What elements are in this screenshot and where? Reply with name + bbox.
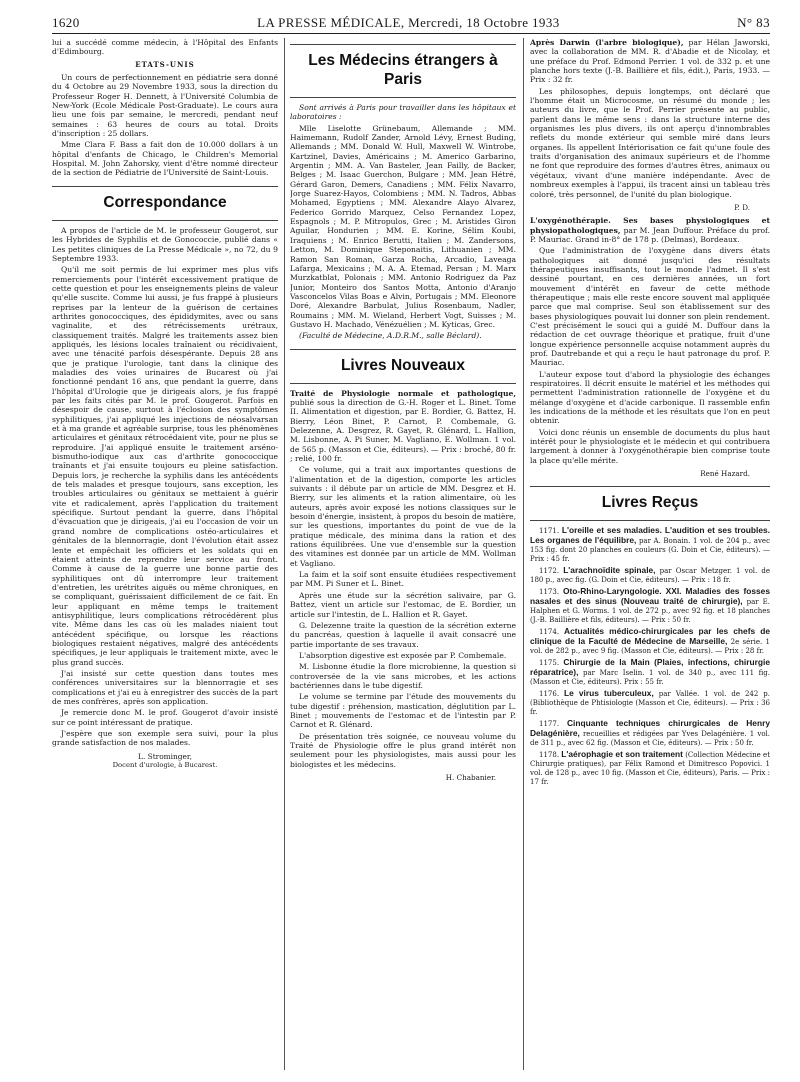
entry-title: Cinquante techniques chirurgicales de Henry Delagénière, (530, 718, 770, 739)
entry-number: 1174. (539, 628, 560, 637)
entry-details: (Collection Médecine et Chirurgie pratiques), par Félix Ramond et Dimitresco Popovici. 1 vol. de 128 p., avec 10 fig. (Masson et Cie, éditeurs), Paris. — Prix : 17 fr. (530, 751, 770, 787)
oxy-title: L'oxygénothérapie. Ses bases physiologiques et physiopathologiques, (530, 216, 770, 235)
list-item (530, 526, 770, 564)
darwin-title: Après Darwin (l'arbre biologique), (530, 38, 684, 47)
section-rule (290, 44, 516, 45)
corr-paragraph: Je remercie donc M. le prof. Gougerot d'avoir insisté sur ce point intéressant de pratique. (52, 708, 278, 727)
entry-title: L'aérophagie et son traitement (561, 749, 683, 760)
corr-paragraph: J'ai insisté sur cette question dans toutes mes conférences universitaires sur la blennorragie et ses complications et j'ai eu à enregistrer des succès de la part de mes confrères, après son application. (52, 668, 278, 706)
entry-title: Actualités médico-chirurgicales par les chefs de clinique de la Faculté de Médecine de Marseille, (530, 626, 770, 647)
darwin-meta: par Hélan Jaworski, avec la collaboration de MM. R. d'Abadie et de Nicolay, et une préface du Prof. Edmond Perrier. 1 vol. de 332 p. et une planche hors texte (J.-B. Baillière et fils, édit.), Paris, 1933. — Prix : 32 fr. (530, 38, 770, 85)
entry-number: 1178. (539, 751, 560, 760)
entry-number: 1177. (539, 720, 560, 729)
review-paragraph: Les philosophes, depuis longtemps, ont déclaré que l'homme était un Microcosme, un résumé du monde ; les auteurs du livre, que le Prof. Perrier présente au public, parlent dans le même sens : dans la structure interne des organismes les plus divers, ils ont aperçu d'innombrables reflets du monde extérieur qui semble miré dans leurs organes. Ils appellent Intériorisation ce fait qu'une foule des traits d'organisation des animaux supérieurs et de l'homme ne font que reproduire des formes d'autres êtres, animaux ou végétaux, vivant d'une manière indépendante. Avec de nombreux exemples à l'appui, ils tracent ainsi un tableau très coloré, très personnel, de l'unité du plan biologique. (530, 86, 770, 199)
livres-recus-title: Livres Reçus (601, 494, 699, 512)
oxy-meta: par M. Jean Duffour. Préface du prof. P. Mauriac. Grand in-8° de 178 p. (Delmas), Bordeaux. (530, 225, 770, 244)
etats-unis-heading: ETATS-UNIS (135, 59, 195, 69)
column-2 (290, 38, 516, 1073)
review-paragraph: La faim et la soif sont ensuite étudiées respectivement par MM. Pi Suner et L. Binet. (290, 570, 516, 589)
list-item (530, 658, 770, 687)
medecins-etrangers-title: Les Médecins étrangers à Paris (308, 52, 498, 88)
medecins-source: (Faculté de Médecine, A.D.R.M., salle Béclard). (299, 331, 482, 341)
corr-paragraph: Qu'il me soit permis de lui exprimer mes plus vifs remerciements pour l'intérêt excessivement pratique de cette question et pour les enseignements pleins de valeur qu'elle suscite. Comme lui aussi, je fus frappé à plusieurs reprises par la lenteur de la guérison de certaines arthrites gonococciques, des épididymites, avec ou sans vaginalite, et des rétrécissements urétraux, classiquement traités. Malgré les traitements assez bien appliqués, les lésions locales traînaient ou récidivaient, avec une ténacité parfois désespérante. Depuis 28 ans que je pratique l'urologie, tant dans la clinique des maladies des voies urinaires de Bucarest où j'ai fonctionné pendant 16 ans, que pendant la guerre, dans l'hôpital d'Urologie que je dirigeais alors, je fus frappé par les faits cités par M. le prof. Gougerot. Parfois en désespoir de cause, surtout à l'éclosion des symptômes syphilitiques, j'ai appliqué les injections de néosalvarsan et à ma grande et agréable surprise, tous les phénomènes articulaires et génitaux rétrocédaient vite, pour ne plus se reproduire. J'ai appliqué ensuite le traitement arséno-bismutho-iodique aux cas d'arthrite gonococcique traînants et j'ai ensuite toujours eu pleine satisfaction. Depuis lors, je recherche la syphilis dans les antécédents de tels malades et presque toujours, sans exception, les troubles articulaires ou génitaux se mettaient à guérir vite et radicalement, après l'application du traitement spécifique. Surtout pendant la guerre, dans l'hôpital d'évacuation que je dirigeais, j'ai eu l'occasion de voir un grand nombre de complications ostéo-articulaires et génitales de la blennorragie, dont l'évolution était assez lente et empêchait les officiers et les soldats qui en étaient atteints de reprendre leur service au front. Comme à cause de la guerre une bonne partie des syphilitiques ont dû interrompre leur traitement d'entretien, les urétrites aiguës ou même chroniques, en se compliquant, guérissaient difficilement de ce fait. En leur appliquant en même temps le traitement antisyphilitique, leurs complications rétrocédèrent plus vite. Même dans les cas où les malades niaient tout antécédent spécifique, ou lorsque les réactions biologiques restaient négatives, malgré des antécédents spécifiques, je leur appliquais le traitement mixte, avec le plus grand succès. (52, 265, 278, 667)
list-item (530, 719, 770, 748)
review-paragraph: M. Lisbonne étudie la flore microbienne, la question si controversée de la vie sans microbes, et les actions bactériennes dans le tube digestif. (290, 662, 516, 690)
list-item (530, 627, 770, 656)
section-rule (290, 383, 516, 384)
entry-number: 1176. (539, 690, 560, 699)
entry-details: 2e série. 1 vol. de 282 p., avec 9 fig. (Masson et Cie, éditeurs). — Prix : 28 fr. (530, 638, 770, 656)
header-rule (52, 33, 770, 34)
column-1 (52, 38, 278, 1073)
entry-number: 1171. (539, 527, 560, 536)
book-meta: publié sous la direction de G.-H. Roger et L. Binet. Tome II. Alimentation et digestion, par E. Bordier, G. Battez, H. Bierry, Léon Binet, P. Carnot, P. Combemale, G. Delezenne, A. Desgrez, R. Gayet, R. Glénard, L. Hallion, M. Lisbonne, A. Pi Suner, M. Vagliano, E. Wollman. 1 vol. de 565 p. (Masson et Cie, éditeurs). — Prix : broché, 80 fr. ; relié, 100 fr. (290, 397, 516, 463)
section-rule (530, 486, 770, 487)
page-header (52, 12, 770, 34)
review-paragraph: Après une étude sur la sécrétion salivaire, par G. Battez, vient un article sur l'estomac, de E. Bordier, un article sur l'intestin, de L. Hallion et R. Gayet. (290, 590, 516, 619)
section-rule (52, 186, 278, 187)
column-3 (530, 38, 770, 1073)
top-text: lui a succédé comme médecin, à l'Hôpital des Enfants d'Edimbourg. (52, 38, 278, 57)
correspondance-title: Correspondance (103, 193, 227, 211)
section-rule (530, 520, 770, 521)
issue-number: N° 83 (737, 15, 770, 30)
medecins-list: Mlle Liselotte Grünebaum, Allemande ; MM. Haimemann, Rudolf Zander, Arnold Lévy, Ernest Buding, Allemands ; MM. Donald W. Hull, Maxwell W. Wintrobe, Kartzinel, Davies, Américains ; M. Americo Garbarino, Argentin ; MM. A. Van Basteler, Jean Failly, de Backer, Belges ; M. Isaac Guerchon, Bulgare ; MM. Jean Hétré, Gérard Garon, Demers, Canadiens ; MM. Félix Navarro, Jorge Suarez-Hayos, Colombiens ; MM. N. Tadros, Abbas Mohamed, Egyptiens ; MM. Alexandre Alayo Alvarez, Federico Gorrido Marquez, Celso Fernandez Lopez, Espagnols ; M. P. Mitropulos, Grec ; M. Aristides Giron Aguilar, Hondurien ; MM. E. Korine, Sélim Koubi, Iraquiens ; M. Enrico Berutti, Italien ; M. Zandersons, Letton, M. Dominique Steponaitis, Lithuanien ; MM. Ramon San Roman, Garza Rocha, Arcadio, Laveaga Lafarga, Mexicains ; M. A. A. Etemad, Persan ; M. Marx Murzkatblat, Polonais ; MM. Antonio Rodriguez da Paz Junior, Monteiro dos Santos Motta, Antonio d'Aranjo Vasconcelos Vilas Boas e Alvin, Portugais ; MM. Eleonore Doré, Alexandre Barbulat, Julius Rosenbaum, Nadler, Roumains ; MM. M. Wieland, Herbert Vogt, Suisses ; M. Gustavo H. Machado, Vénézuélien ; M. Kyticas, Grec. (290, 123, 516, 329)
entry-title: Chirurgie de la Main (Plaies, infections, chirurgie réparatrice), (530, 657, 770, 678)
entry-details: par E. Halphen et G. Worms. 1 vol. de 272 p., avec 92 fig. et 18 planches (J.-B. Baillière et fils, éditeurs). — Prix : 50 fr. (530, 598, 770, 625)
book-review-heading (290, 389, 516, 464)
entry-details: recueillies et rédigées par Yves Delagénière. 1 vol. de 311 p., avec 62 fig. (Masson et Cie, éditeurs). — Prix : 50 fr. (530, 730, 770, 748)
review-paragraph: Ce volume, qui a trait aux importantes questions de l'alimentation et de la digestion, comporte les articles suivants : il débute par un article de MM. Desgrez et H. Bierry, sur les aliments et la ration alimentaire, où les auteurs, après avoir exposé les notions classiques sur le besoin d'énergie, insistent, à propos du besoin de matière, sur les questions, importantes du point de vue de la pratique médicale, des minima dans la ration et des rations équilibrées. Une vue d'ensemble sur la question des vitamines est donnée par un article de MM. Wollman et Vagliano. (290, 465, 516, 568)
darwin-heading (530, 38, 770, 85)
section-rule (290, 97, 516, 98)
entry-details: par Marc Iselin. 1 vol. de 340 p., avec 111 fig. (Masson et Cie, éditeurs). Prix : 55 fr. (530, 669, 770, 687)
review-paragraph: L'absorption digestive est exposée par P. Combemale. (299, 650, 507, 660)
corr-intro: A propos de l'article de M. le professeur Gougerot, sur les Hybrides de Syphilis et de Gonococcie, publié dans « Les petites cliniques de La Presse Médicale », no 72, du 9 Septembre 1933. (52, 225, 278, 263)
entry-details: par A. Bonain. 1 vol. de 204 p., avec 153 fig. dont 20 planches en couleurs (G. Doin et Cie, éditeurs). — Prix : 45 fr. (530, 537, 770, 564)
review-paragraph: Voici donc réunis un ensemble de documents du plus haut intérêt pour le physiologiste et le médecin et qui contribuera largement à donner à l'oxygénothérapie bien comprise toute la place qu'elle mérite. (530, 427, 770, 465)
medecins-intro: Sont arrivés à Paris pour travailler dans les hôpitaux et laboratoires : (290, 103, 516, 122)
review-paragraph: Que l'administration de l'oxygène dans divers états pathologiques ait donné jusqu'ici des résultats thérapeutiques insuffisants, tout le monde l'admet. Il s'est dessiné pourtant, en ces dernières années, un fort mouvement d'intérêt en faveur de cette méthode thérapeutique ; mais elle reste encore souvent mal appliquée parce que mal comprise. Seul son établissement sur des bases physiologiques pouvait lui donner son plein rendement. C'est précisément le souci qui a guidé M. Duffour dans la rédaction de cet ouvrage théorique et pratique, fruit d'une longue expérience personnelle acquise notamment auprès du prof. Dautrebande et qui a reçu le haut patronage du prof. P. Mauriac. (530, 246, 770, 368)
entry-title: Oto-Rhino-Laryngologie. XXI. Maladies des fosses nasales et des sinus (Nouveau traité de chirurgie), (530, 586, 770, 607)
column-divider-2 (523, 38, 524, 1070)
review-paragraph: G. Delezenne traite la question de la sécrétion externe du pancréas, question à laquelle il avait consacré une partie importante de ses travaux. (290, 620, 516, 649)
page-number: 1620 (52, 15, 80, 30)
entry-number: 1175. (539, 659, 560, 668)
journal-title: LA PRESSE MÉDICALE, Mercredi, 18 Octobre 1933 (257, 15, 560, 30)
section-rule (52, 220, 278, 221)
livres-recus-list (530, 526, 770, 787)
column-divider-1 (284, 38, 285, 1070)
review-paragraph: L'auteur expose tout d'abord la physiologie des échanges respiratoires. Il décrit ensuite le matériel et les méthodes qui permettent l'administration rationnelle de l'oxygène et du mélange d'oxygène et d'acide carbonique. Il rassemble enfin les indications de la méthode et les résultats que l'on en peut obtenir. (530, 369, 770, 426)
entry-number: 1172. (539, 567, 560, 576)
oxy-signature: René Hazard. (700, 469, 750, 479)
entry-title: L'arachnoïdite spinale, (563, 565, 656, 576)
section-rule (290, 349, 516, 350)
entry-title: Le virus tuberculeux, (564, 688, 654, 699)
signature-title: Docent d'urologie, à Bucarest. (112, 761, 218, 770)
oxy-heading (530, 216, 770, 244)
signature-name: L. Strominger, (138, 751, 192, 761)
review-signature: H. Chabanier. (445, 773, 496, 782)
list-item (530, 566, 770, 585)
list-item (530, 750, 770, 787)
corr-paragraph: J'espère que son exemple sera suivi, pour la plus grande satisfaction de nos malades. (52, 729, 278, 748)
book-title: Traité de Physiologie normale et pathologique, (290, 388, 516, 398)
entry-details: par Vallée. 1 vol. de 242 p. (Bibliothèque de Phtisiologie (Masson et Cie, éditeurs). — Prix : 36 fr. (530, 690, 770, 717)
us-paragraph-1: Un cours de perfectionnement en pédiatrie sera donné du 4 Octobre au 29 Novembre 1933, sous la direction du Professeur Roger H. Dennett, à l'Université Columbia de New-York (Ecole Médicale Post-Graduate). Le cours aura lieu une fois par semaine, le mercredi, pendant neuf semaines : 63 heures de cours au total. Droits d'inscription : 25 dollars. (52, 73, 278, 139)
entry-details: par Oscar Metzger. 1 vol. de 180 p., avec fig. (G. Doin et Cie, éditeurs). — Prix : 18 fr. (530, 567, 770, 585)
list-item (530, 587, 770, 625)
review-paragraph: De présentation très soignée, ce nouveau volume du Traité de Physiologie offre le plus grand intérêt non seulement pour les physiologistes, mais aussi pour les biologistes et les médecins. (290, 731, 516, 769)
livres-nouveaux-title: Livres Nouveaux (340, 356, 466, 374)
review-paragraph: Le volume se termine par l'étude des mouvements du tube digestif : préhension, mastication, déglutition par L. Binet ; mouvements de l'estomac et de l'intestin par P. Carnot et R. Glénard. (290, 692, 516, 730)
entry-title: L'oreille et ses maladies. L'audition et ses troubles. Les organes de l'équilibre, (530, 525, 770, 546)
us-paragraph-2: Mme Clara F. Bass a fait don de 10.000 dollars à un hôpital d'enfants de Chicago, le Children's Memorial Hospital. M. John Zahorsky, vient d'être nommé directeur de la section de Pédiatrie de l'Université de Saint-Louis. (52, 140, 278, 178)
list-item (530, 689, 770, 717)
entry-number: 1173. (539, 588, 560, 597)
darwin-signature: P. D. (734, 202, 750, 212)
